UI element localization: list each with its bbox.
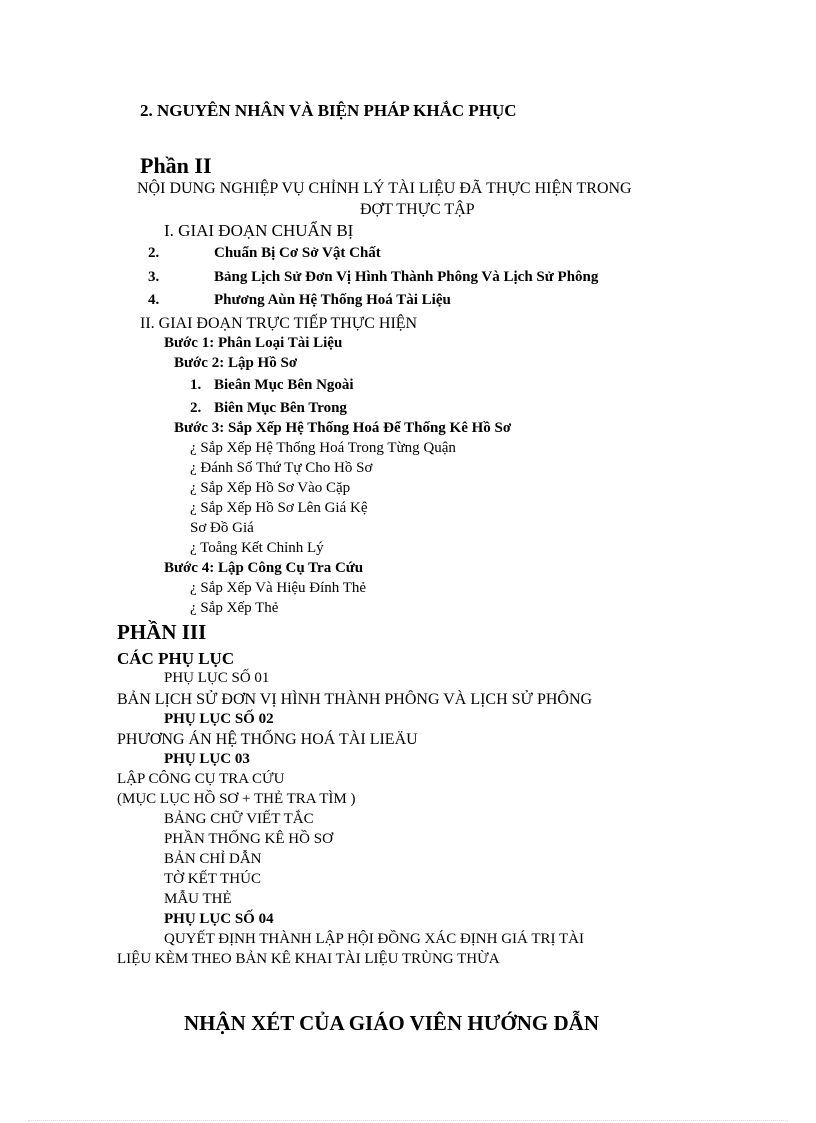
- page-bottom-divider: [28, 1120, 788, 1121]
- stage1-item: 3. Bảng Lịch Sử Đơn Vị Hình Thành Phông Và Lịch Sử Phông: [148, 269, 599, 285]
- stage1-item: 2. Chuẩn Bị Cơ Sở Vật Chất: [148, 245, 381, 261]
- stage2-heading: II. GIAI ĐOẠN TRỰC TIẾP THỰC HIỆN: [140, 315, 418, 332]
- step1-heading: Bước 1: Phân Loại Tài Liệu: [164, 335, 343, 351]
- appendix04-label: PHỤ LỤC SỐ 04: [164, 911, 274, 927]
- section-item-causes: [140, 102, 517, 119]
- appendix03-item: BẢN CHỈ DẪN: [164, 851, 262, 867]
- part2-title-line2: ĐỢT THỰC TẬP: [360, 201, 475, 218]
- item-text: NGUYÊN NHÂN VÀ BIỆN PHÁP KHẮC PHỤC: [157, 101, 517, 120]
- appendix03-title-line2: (MỤC LỤC HỒ SƠ + THẺ TRA TÌM ): [117, 791, 356, 807]
- step3-item: ¿ Sắp Xếp Hệ Thống Hoá Trong Từng Quận: [190, 440, 456, 456]
- part3-title: CÁC PHỤ LỤC: [117, 649, 235, 668]
- appendix03-item: PHẦN THỐNG KÊ HỒ SƠ: [164, 831, 333, 847]
- part2-heading: Phần II: [140, 153, 212, 178]
- step2-item: 2. Biên Mục Bên Trong: [190, 400, 347, 416]
- appendix03-item: BẢNG CHỮ VIẾT TẮC: [164, 811, 314, 827]
- part3-heading: PHẦN III: [117, 620, 207, 644]
- step4-item: ¿ Sắp Xếp Thẻ: [190, 600, 279, 616]
- part2-title-line1: NỘI DUNG NGHIỆP VỤ CHỈNH LÝ TÀI LIỆU ĐÃ THỰC HIỆN TRONG: [137, 180, 632, 197]
- closing-heading: NHẬN XÉT CỦA GIÁO VIÊN HƯỚNG DẪN: [184, 1011, 599, 1035]
- appendix02-label: PHỤ LỤC SỐ 02: [164, 711, 274, 727]
- step3-heading: Bước 3: Sắp Xếp Hệ Thống Hoá Để Thống Kê Hồ Sơ: [174, 420, 512, 436]
- appendix04-line2: LIỆU KÈM THEO BẢN KÊ KHAI TÀI LIỆU TRÙNG THỪA: [117, 951, 500, 967]
- appendix04-line1: QUYẾT ĐỊNH THÀNH LẬP HỘI ĐỒNG XÁC ĐỊNH GIÁ TRỊ TÀI: [164, 931, 584, 947]
- appendix03-title-line1: LẬP CÔNG CỤ TRA CỨU: [117, 771, 285, 787]
- appendix02-title: PHƯƠNG ÁN HỆ THỐNG HOÁ TÀI LIEÄU: [117, 731, 418, 748]
- step4-heading: Bước 4: Lập Công Cụ Tra Cứu: [164, 560, 364, 576]
- step2-heading: Bước 2: Lập Hồ Sơ: [174, 355, 298, 371]
- step3-item: ¿ Toång Kết Chỉnh Lý: [190, 540, 324, 556]
- appendix03-label: PHỤ LỤC 03: [164, 751, 250, 767]
- step3-item: ¿ Sắp Xếp Hồ Sơ Vào Cặp: [190, 480, 351, 496]
- appendix01-title: BẢN LỊCH SỬ ĐƠN VỊ HÌNH THÀNH PHÔNG VÀ LỊCH SỬ PHÔNG: [117, 691, 593, 708]
- step3-item: ¿ Sắp Xếp Hồ Sơ Lên Giá Kệ: [190, 500, 368, 516]
- appendix03-item: MẪU THẺ: [164, 891, 232, 907]
- item-number: 2.: [140, 101, 153, 120]
- appendix01-label: PHỤ LỤC SỐ 01: [164, 670, 270, 686]
- step4-item: ¿ Sắp Xếp Và Hiệu Đính Thẻ: [190, 580, 367, 596]
- stage1-heading: I. GIAI ĐOẠN CHUẨN BỊ: [164, 221, 354, 240]
- appendix03-item: TỜ KẾT THÚC: [164, 871, 261, 887]
- step3-item: ¿ Đánh Số Thứ Tự Cho Hồ Sơ: [190, 460, 373, 476]
- stage1-item: 4. Phương Aùn Hệ Thống Hoá Tài Liệu: [148, 292, 451, 308]
- step2-item: 1. Bieân Mục Bên Ngoài: [190, 377, 354, 393]
- step3-item: Sơ Đồ Giá: [190, 520, 254, 536]
